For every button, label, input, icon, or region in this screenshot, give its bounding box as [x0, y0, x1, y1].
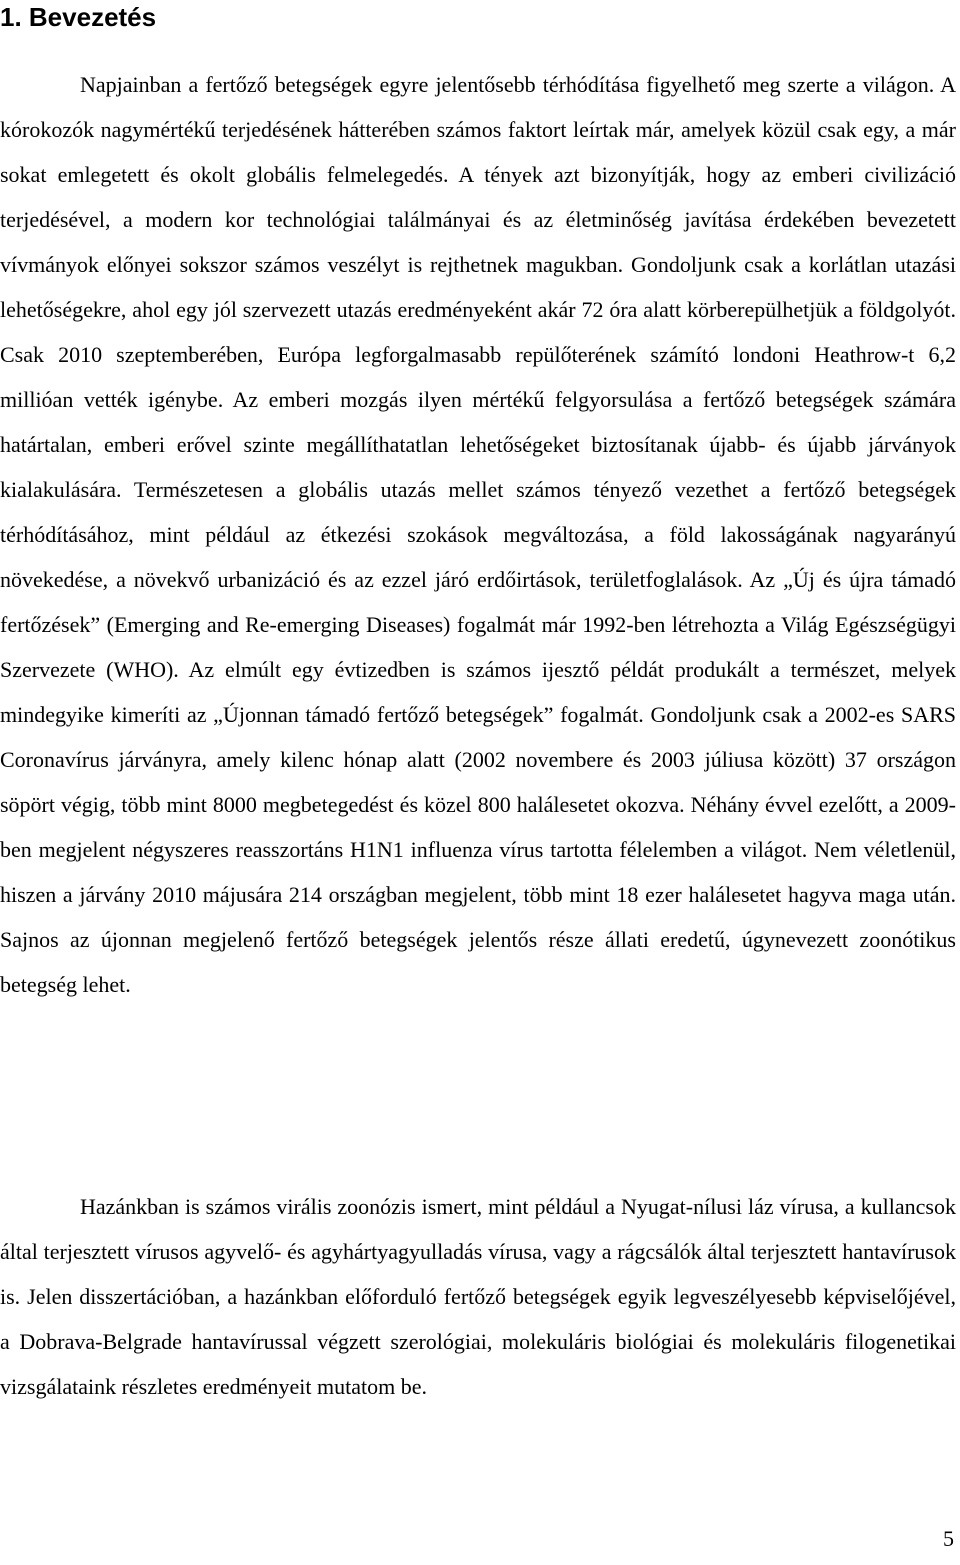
page-number: 5	[943, 1526, 954, 1551]
section-heading: 1. Bevezetés	[0, 2, 157, 32]
paragraph-hungarian-zoonoses: Hazánkban is számos virális zoonózis ismert, mint például a Nyugat-nílusi láz vírusa, a kullancsok által terjesztett vírusos agyvelő- és agyhártyagyulladás vírusa, vagy a rágcsálók által terjesztett hantavírusok is. Jelen disszertációban, a hazánkban előforduló fertőző betegségek egyik legveszélyesebb képviselőjével, a Dobrava-Belgrade hantavírussal végzett szerológiai, molekuláris biológiai és molekuláris filogenetikai vizsgálataink részletes eredményeit mutatom be.	[0, 1194, 956, 1399]
paragraph-introduction: Napjainban a fertőző betegségek egyre jelentősebb térhódítása figyelhető meg szerte a világon. A kórokozók nagymértékű terjedésének hátterében számos faktort leírtak már, amelyek közül csak egy, a már sokat emlegetett és okolt globális felmelegedés. A tények azt bizonyítják, hogy az emberi civilizáció terjedésével, a modern kor technológiai találmányai és az életminőség javítása érdekében bevezetett vívmányok előnyei sokszor számos veszélyt is rejthetnek magukban. Gondoljunk csak a korlátlan utazási lehetőségekre, ahol egy jól szervezett utazás eredményeként akár 72 óra alatt körberepülhetjük a földgolyót. Csak 2010 szeptemberében, Európa legforgalmasabb repülőterének számító londoni Heathrow-t 6,2 millióan vették igénybe. Az emberi mozgás ilyen mértékű felgyorsulása a fertőző betegségek számára határtalan, emberi erővel szinte megállíthatatlan lehetőségeket biztosítanak újabb- és újabb járványok kialakulására. Természetesen a globális utazás mellet számos tényező vezethet a fertőző betegségek térhódításához, mint például az étkezési szokások megváltozása, a föld lakosságának nagyarányú növekedése, a növekvő urbanizáció és az ezzel járó erdőirtások, területfoglalások. Az „Új és újra támadó fertőzések” (Emerging and Re-emerging Diseases) fogalmát már 1992-ben létrehozta a Világ Egészségügyi Szervezete (WHO). Az elmúlt egy évtizedben is számos ijesztő példát produkált a természet, melyek mindegyike kimeríti az „Újonnan támadó fertőző betegségek” fogalmát. Gondoljunk csak a 2002-es SARS Coronavírus járványra, amely kilenc hónap alatt (2002 novembere és 2003 júliusa között) 37 országon söpört végig, több mint 8000 megbetegedést és közel 800 halálesetet okozva. Néhány évvel ezelőtt, a 2009-ben megjelent négyszeres reasszortáns H1N1 influenza vírus tartotta félelemben a világot. Nem véletlenül, hiszen a járvány 2010 májusára 214 országban megjelent, több mint 18 ezer halálesetet hagyva maga után. Sajnos az újonnan megjelenő fertőző betegségek jelentős része állati eredetű, úgynevezett zoonótikus betegség lehet.	[0, 72, 956, 997]
